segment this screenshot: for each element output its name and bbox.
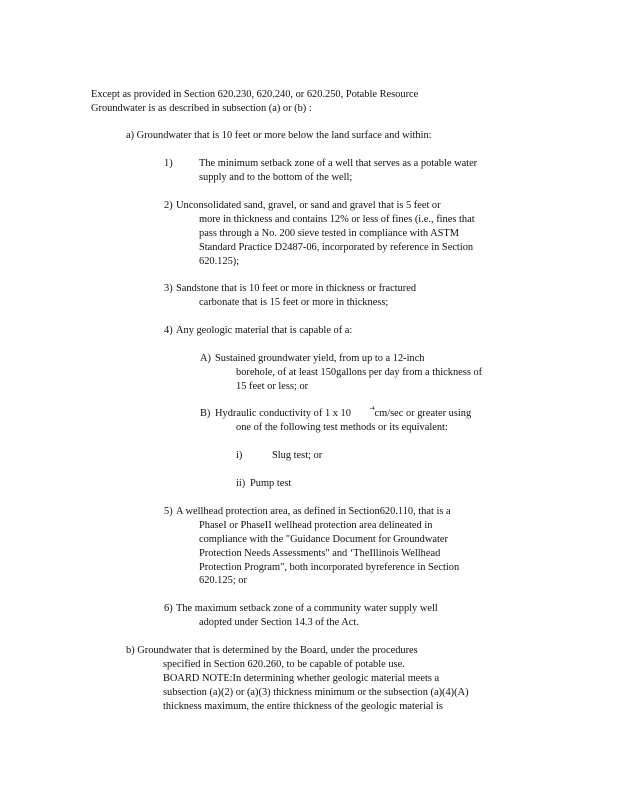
item-4 — [164, 324, 352, 338]
item-line: 620.125; or — [199, 575, 247, 587]
item-number: 6) — [164, 603, 173, 614]
subitem-line: 15 feet or less; or — [236, 380, 309, 392]
item-number: 3) — [164, 283, 173, 294]
item-line: The maximum setback zone of a community water supply well — [176, 603, 438, 614]
item-line: more in thickness and contains 12% or less of fines (i.e., fines that — [199, 213, 475, 225]
subitem-line: Pump test — [250, 478, 292, 489]
item-line: carbonate that is 15 feet or more in thickness; — [199, 296, 389, 308]
board-note-line: BOARD NOTE:In determining whether geologic material meets a — [163, 672, 440, 684]
item-number: 2) — [164, 200, 173, 211]
item-line: Protection Needs Assessments" and ‘TheIllinois Wellhead — [199, 547, 441, 559]
item-line: Standard Practice D2487-06, incorporated by reference in Section — [199, 241, 474, 253]
section-b-line: specified in Section 620.260, to be capable of potable use. — [163, 658, 405, 670]
item-3 — [164, 282, 416, 310]
subitem-line: one of the following test methods or its equivalent: — [236, 421, 448, 433]
item-line: Unconsolidated sand, gravel, or sand and gravel that is 5 feet or — [176, 200, 441, 211]
subitem-line: Sustained groundwater yield, from up to a 12-inch — [215, 353, 425, 364]
item-line: PhaseI or PhaseII wellhead protection area delineated in — [199, 519, 433, 531]
item-line: The minimum setback zone of a well that serves as a potable water — [199, 158, 478, 169]
item-line: Any geologic material that is capable of a: — [176, 325, 353, 336]
subitem-line: Hydraulic conductivity of 1 x 10 $^{-4}$cm/sec or greater using — [215, 406, 472, 419]
section-b-line: b) Groundwater that is determined by the Board, under the procedures — [126, 645, 418, 656]
item-line: Sandstone that is 10 feet or more in thickness or fractured — [176, 283, 417, 294]
exponent: -4 — [369, 406, 375, 412]
subitem-label: B) — [200, 408, 211, 419]
item-2 — [164, 199, 475, 268]
section-b — [126, 644, 469, 713]
item-6 — [164, 602, 438, 630]
item-line: pass through a No. 200 sieve tested in compliance with ASTM — [199, 227, 460, 239]
board-note-line: thickness maximum, the entire thickness of the geologic material is — [163, 700, 443, 712]
subitem-label: ii) — [236, 478, 246, 489]
item-number: 4) — [164, 325, 173, 336]
subitem-label: i) — [236, 450, 243, 461]
item-5 — [164, 505, 459, 588]
subitem-A — [200, 352, 482, 394]
intro-paragraph — [91, 88, 418, 116]
intro-line: Groundwater is as described in subsection (a) or (b) : — [91, 102, 312, 114]
item-number: 5) — [164, 506, 173, 517]
board-note-line: subsection (a)(2) or (a)(3) thickness minimum or the subsection (a)(4)(A) — [163, 686, 469, 698]
section-a-heading: a) Groundwater that is 10 feet or more below the land surface and within: — [126, 130, 432, 141]
intro-line: Except as provided in Section 620.230, 620.240, or 620.250, Potable Resource — [91, 89, 419, 100]
item-line: Protection Program", both incorporated byreference in Section — [199, 561, 460, 573]
item-line: 620.125); — [199, 255, 240, 267]
item-line: adopted under Section 14.3 of the Act. — [199, 616, 359, 628]
subitem-line: Slug test; or — [272, 450, 323, 461]
subitem-B — [200, 407, 471, 435]
subitem-label: A) — [200, 353, 211, 364]
subitem-ii — [236, 477, 291, 491]
item-line: A wellhead protection area, as defined in Section620.110, that is a — [176, 506, 451, 517]
subitem-line: borehole, of at least 150gallons per day from a thickness of — [236, 366, 483, 378]
item-1 — [164, 157, 477, 185]
item-number: 1) — [164, 158, 173, 169]
item-line: supply and to the bottom of the well; — [199, 171, 353, 183]
subitem-i — [236, 449, 322, 463]
item-line: compliance with the "Guidance Document for Groundwater — [199, 533, 448, 545]
